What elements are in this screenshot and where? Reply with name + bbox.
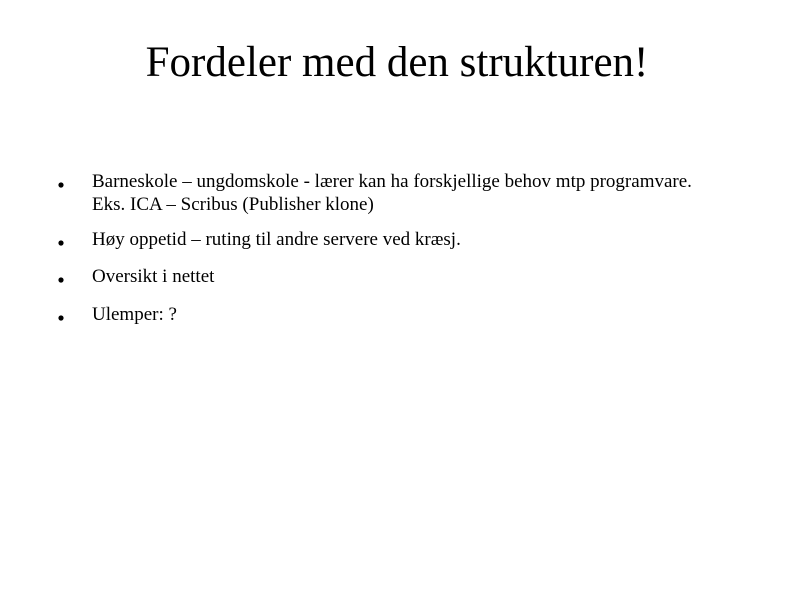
bullet-dot-icon bbox=[58, 240, 64, 246]
bullet-line: Høy oppetid – ruting til andre servere ved kræsj. bbox=[92, 229, 461, 250]
bullet-line: Barneskole – ungdomskole - lærer kan ha forskjellige behov mtp programvare. bbox=[92, 171, 692, 192]
bullet-line: Ulemper: ? bbox=[92, 304, 177, 325]
bullet-line: Eks. ICA – Scribus (Publisher klone) bbox=[92, 194, 374, 215]
slide-title: Fordeler med den strukturen! bbox=[145, 39, 649, 86]
bullet-text bbox=[92, 303, 752, 326]
bullet-text bbox=[92, 228, 752, 251]
bullet-dot-icon bbox=[58, 277, 64, 283]
bullet-dot-icon bbox=[58, 315, 64, 321]
bullet-dot-icon bbox=[58, 182, 64, 188]
bullet-line: Oversikt i nettet bbox=[92, 266, 215, 287]
bullet-text bbox=[92, 265, 752, 288]
bullet-text bbox=[92, 170, 752, 216]
